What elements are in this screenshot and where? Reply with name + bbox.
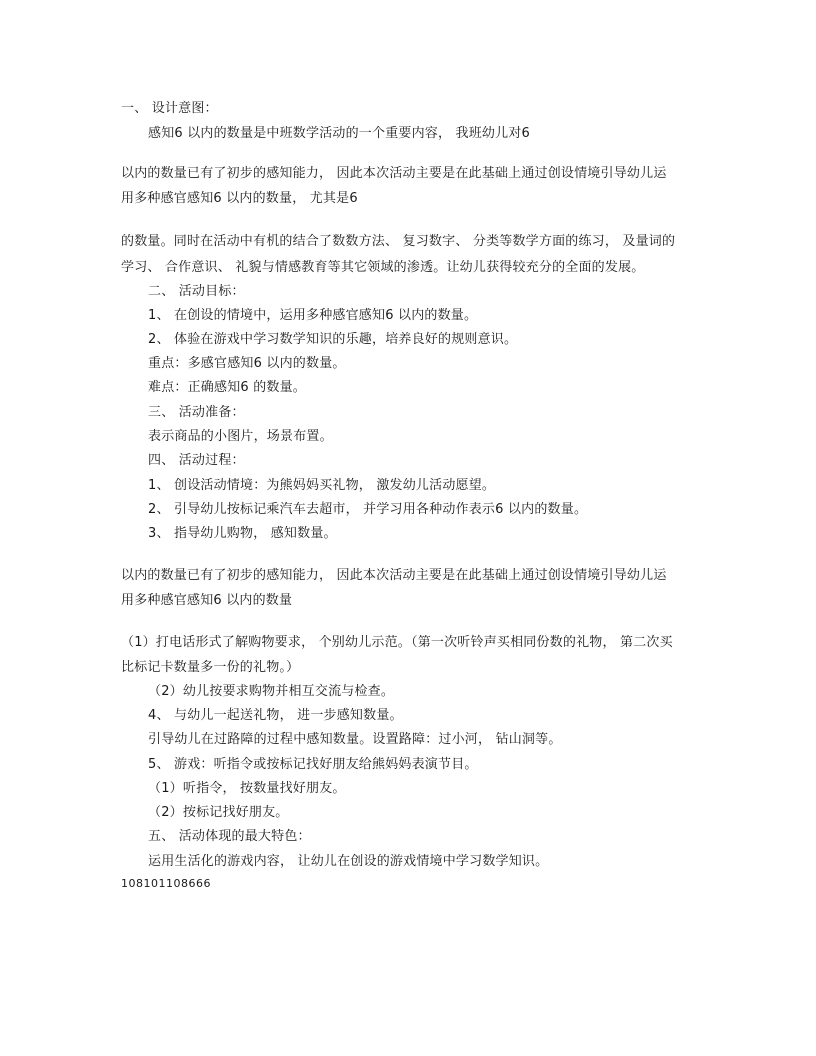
section-heading-preparation: 三、 活动准备：	[148, 405, 245, 420]
list-item: 3、 指导幼儿购物， 感知数量。	[148, 526, 337, 541]
difficulty-line: 难点：正确感知6 的数量。	[148, 380, 307, 395]
paragraph-line: 引导幼儿在过路障的过程中感知数量。设置路障：过小河， 钻山洞等。	[148, 732, 562, 747]
paragraph-line: 学习、 合作意识、 礼貌与情感教育等其它领域的渗透。让幼儿获得较充分的全面的发展。	[121, 260, 645, 275]
paragraph-line: 表示商品的小图片，场景布置。	[148, 429, 333, 444]
list-item: （2）按标记找好朋友。	[148, 805, 289, 820]
paragraph-line: 的数量。同时在活动中有机的结合了数数方法、 复习数字、 分类等数学方面的练习， 及量词的	[121, 234, 676, 249]
paragraph-line: 比标记卡数量多一份的礼物。）	[121, 660, 300, 675]
footer-number: 108101108666	[121, 877, 211, 890]
list-item: 2、 引导幼儿按标记乘汽车去超市， 并学习用各种动作表示6 以内的数量。	[148, 502, 588, 517]
list-item: 2、 体验在游戏中学习数学知识的乐趣，培养良好的规则意识。	[148, 332, 518, 347]
paragraph-line: （1）打电话形式了解购物要求， 个别幼儿示范。（第一次听铃声买相同份数的礼物， 第二次买	[121, 635, 673, 650]
list-item: 1、 创设活动情境：为熊妈妈买礼物， 激发幼儿活动愿望。	[148, 478, 496, 493]
list-item: 4、 与幼儿一起送礼物， 进一步感知数量。	[148, 708, 403, 723]
list-item: （2）幼儿按要求购物并相互交流与检查。	[148, 684, 395, 699]
list-item: 5、 游戏：听指令或按标记找好朋友给熊妈妈表演节目。	[148, 757, 478, 772]
key-point-line: 重点：多感官感知6 以内的数量。	[148, 356, 346, 371]
section-heading-goals: 二、 活动目标：	[148, 284, 245, 299]
paragraph-line: 以内的数量已有了初步的感知能力， 因此本次活动主要是在此基础上通过创设情境引导幼儿运	[121, 568, 667, 583]
paragraph-line: 用多种感官感知6 以内的数量， 尤其是6	[121, 191, 358, 206]
section-heading-features: 五、 活动体现的最大特色：	[148, 829, 311, 844]
section-heading-process: 四、 活动过程：	[148, 453, 245, 468]
list-item: 1、 在创设的情境中，运用多种感官感知6 以内的数量。	[148, 308, 478, 323]
section-heading-design-intent: 一、 设计意图：	[121, 101, 218, 116]
paragraph-line: 以内的数量已有了初步的感知能力， 因此本次活动主要是在此基础上通过创设情境引导幼儿运	[121, 166, 667, 181]
paragraph-line: 运用生活化的游戏内容， 让幼儿在创设的游戏情境中学习数学知识。	[148, 854, 549, 869]
paragraph-line: 感知6 以内的数量是中班数学活动的一个重要内容， 我班幼儿对6	[148, 126, 531, 141]
paragraph-line: 用多种感官感知6 以内的数量	[121, 593, 293, 608]
list-item: （1）听指令， 按数量找好朋友。	[148, 781, 346, 796]
